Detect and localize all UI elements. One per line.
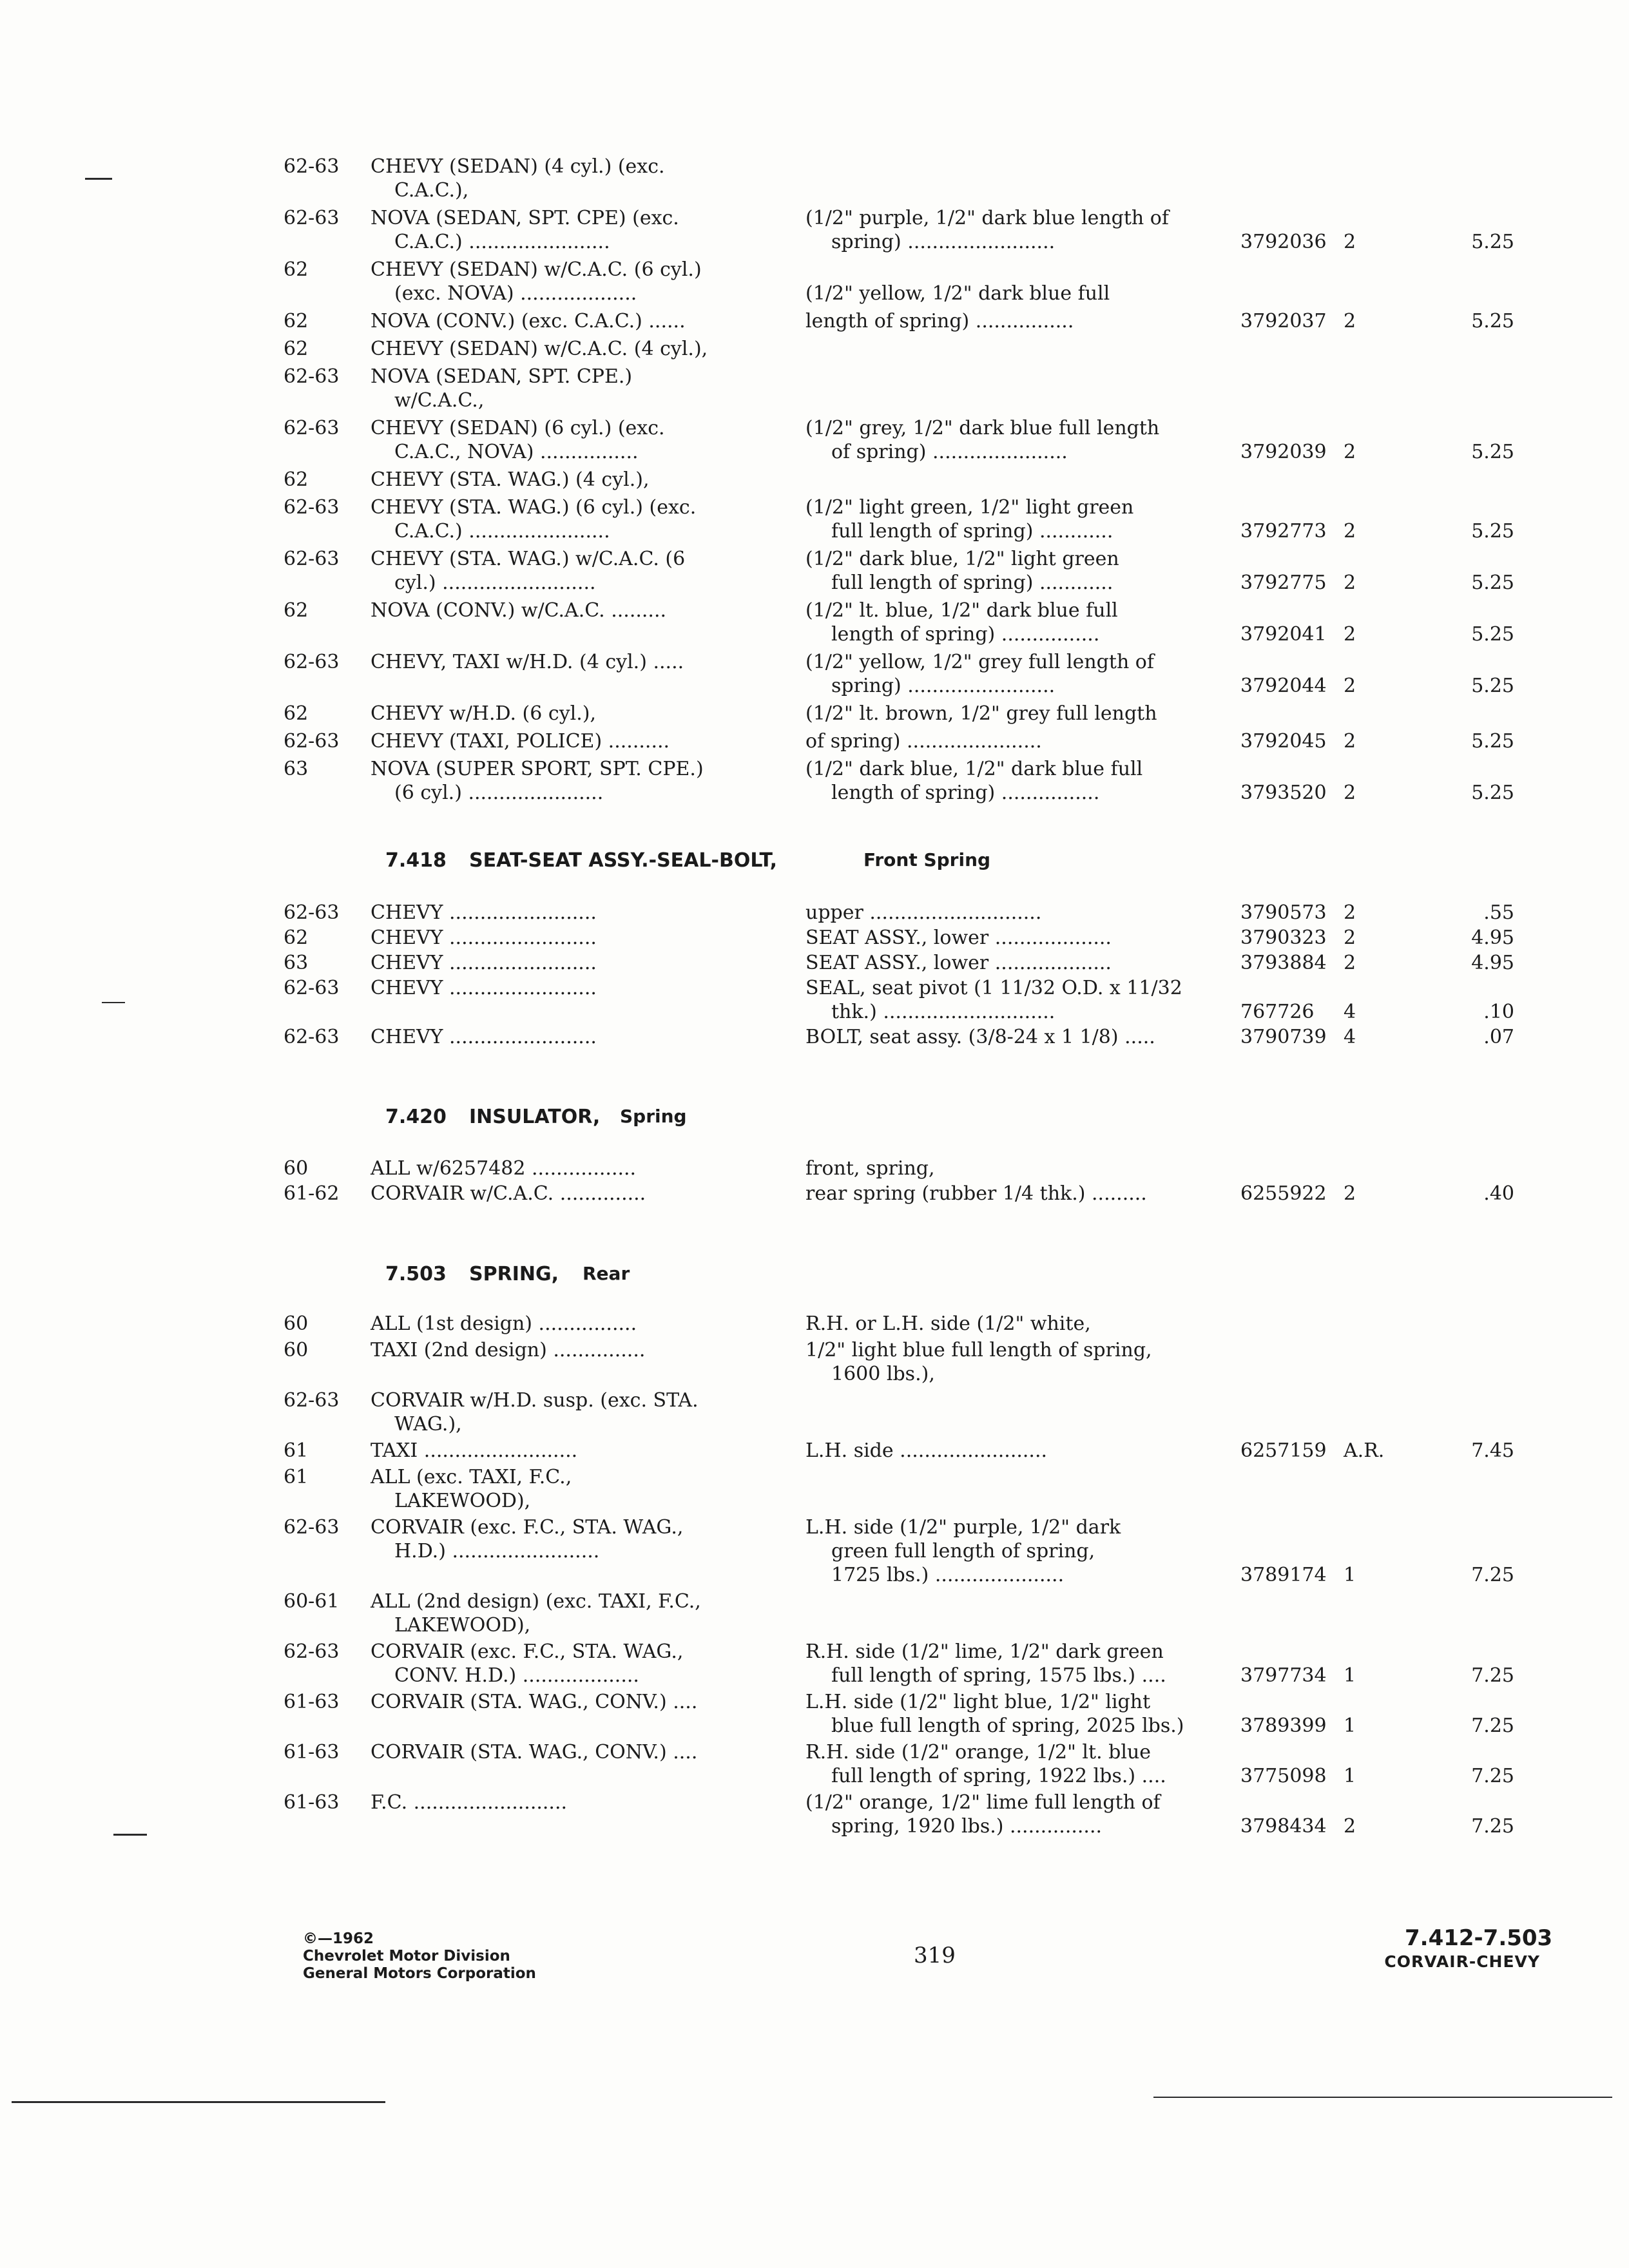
model-text: CHEVY ........................ xyxy=(371,927,597,949)
copyright: ©—1962 xyxy=(303,1930,374,1947)
description-text: spring) ........................ xyxy=(831,675,1055,697)
description-text: (1/2" orange, 1/2" lime full length of xyxy=(805,1791,1161,1814)
description-text: (1/2" lt. blue, 1/2" dark blue full xyxy=(805,599,1118,622)
model-text: LAKEWOOD), xyxy=(394,1614,531,1637)
price: .40 xyxy=(1483,1182,1514,1205)
description-text: L.H. side (1/2" purple, 1/2" dark xyxy=(805,1516,1121,1539)
price: 5.25 xyxy=(1471,730,1514,753)
year-range: 62-63 xyxy=(284,548,340,570)
description-text: (1/2" dark blue, 1/2" light green xyxy=(805,548,1119,570)
model-text: CONV. H.D.) ................... xyxy=(394,1664,639,1687)
price: 7.25 xyxy=(1471,1765,1514,1787)
description-text: full length of spring) ............ xyxy=(831,572,1113,594)
model-text: CHEVY (SEDAN) w/C.A.C. (6 cyl.) xyxy=(371,258,702,281)
page-number: 319 xyxy=(914,1943,956,1968)
description-text: L.H. side (1/2" light blue, 1/2" light xyxy=(805,1691,1151,1713)
year-range: 61 xyxy=(284,1466,309,1488)
section-title: INSULATOR, xyxy=(469,1106,601,1128)
price: 7.25 xyxy=(1471,1815,1514,1838)
section-subtitle: Front Spring xyxy=(863,849,991,870)
price: 7.45 xyxy=(1471,1439,1514,1462)
description-text: (1/2" light green, 1/2" light green xyxy=(805,496,1134,519)
model-text: (exc. NOVA) ................... xyxy=(394,282,637,305)
part-number: 3792036 xyxy=(1240,231,1327,253)
bottom-rule-left xyxy=(12,2101,385,2103)
year-range: 62-63 xyxy=(284,901,340,924)
description-text: (1/2" dark blue, 1/2" dark blue full xyxy=(805,758,1143,780)
model-text: C.A.C., NOVA) ................ xyxy=(394,441,639,463)
quantity: 2 xyxy=(1344,782,1356,804)
model-text: TAXI ......................... xyxy=(371,1439,578,1462)
corporation-name: General Motors Corporation xyxy=(303,1965,536,1982)
part-number: 3793520 xyxy=(1240,782,1327,804)
year-range: 62-63 xyxy=(284,651,340,673)
year-range: 62 xyxy=(284,599,309,622)
section-subtitle: Rear xyxy=(583,1263,630,1284)
year-range: 62 xyxy=(284,258,309,281)
part-number: 3792037 xyxy=(1240,310,1327,332)
quantity: 2 xyxy=(1344,520,1356,543)
description-text: 1600 lbs.), xyxy=(831,1363,935,1385)
part-number: 3798434 xyxy=(1240,1815,1327,1838)
model-text: w/C.A.C., xyxy=(394,389,485,412)
description-text: (1/2" purple, 1/2" dark blue length of xyxy=(805,207,1169,229)
description-text: 1725 lbs.) ..................... xyxy=(831,1564,1065,1586)
model-text: NOVA (SEDAN, SPT. CPE) (exc. xyxy=(371,207,679,229)
model-text: LAKEWOOD), xyxy=(394,1490,531,1512)
part-number: 6257159 xyxy=(1240,1439,1327,1462)
part-number: 3792039 xyxy=(1240,441,1327,463)
model-text: CORVAIR (exc. F.C., STA. WAG., xyxy=(371,1640,684,1663)
quantity: 2 xyxy=(1344,675,1356,697)
model-text: ALL (1st design) ................ xyxy=(371,1312,637,1335)
year-range: 62-63 xyxy=(284,730,340,753)
description-text: front, spring, xyxy=(805,1157,935,1180)
description-text: length of spring) ................ xyxy=(831,623,1100,646)
part-number: 3797734 xyxy=(1240,1664,1327,1687)
year-range: 62-63 xyxy=(284,365,340,388)
year-range: 62 xyxy=(284,338,309,360)
model-text: CHEVY (STA. WAG.) (6 cyl.) (exc. xyxy=(371,496,697,519)
price: 4.95 xyxy=(1471,952,1514,974)
model-text: WAG.), xyxy=(394,1413,462,1436)
quantity: 2 xyxy=(1344,952,1356,974)
model-text: (6 cyl.) ...................... xyxy=(394,782,604,804)
model-text: C.A.C.) ....................... xyxy=(394,231,610,253)
year-range: 61 xyxy=(284,1439,309,1462)
price: .07 xyxy=(1483,1026,1514,1048)
quantity: 2 xyxy=(1344,901,1356,924)
price: 7.25 xyxy=(1471,1664,1514,1687)
part-number: 3789174 xyxy=(1240,1564,1327,1586)
description-text: (1/2" yellow, 1/2" dark blue full xyxy=(805,282,1110,305)
description-text: spring, 1920 lbs.) ............... xyxy=(831,1815,1103,1838)
part-number: 3775098 xyxy=(1240,1765,1327,1787)
year-range: 62-63 xyxy=(284,207,340,229)
price: 5.25 xyxy=(1471,572,1514,594)
quantity: 4 xyxy=(1344,1001,1356,1023)
year-range: 62-63 xyxy=(284,1389,340,1412)
model-text: CHEVY (TAXI, POLICE) .......... xyxy=(371,730,670,753)
description-text: thk.) ............................ xyxy=(831,1001,1055,1023)
quantity: 1 xyxy=(1344,1664,1356,1687)
section-code: 7.503 xyxy=(385,1263,447,1285)
part-number: 3789399 xyxy=(1240,1715,1327,1737)
year-range: 60-61 xyxy=(284,1590,340,1613)
part-number: 767726 xyxy=(1240,1001,1315,1023)
price: 5.25 xyxy=(1471,231,1514,253)
year-range: 62 xyxy=(284,927,309,949)
year-range: 62 xyxy=(284,310,309,332)
quantity: 2 xyxy=(1344,572,1356,594)
year-range: 62-63 xyxy=(284,417,340,439)
description-text: full length of spring, 1575 lbs.) .... xyxy=(831,1664,1166,1687)
model-text: ALL (exc. TAXI, F.C., xyxy=(371,1466,572,1488)
quantity: 2 xyxy=(1344,730,1356,753)
price: .10 xyxy=(1483,1001,1514,1023)
model-text: TAXI (2nd design) ............... xyxy=(371,1339,646,1361)
description-text: spring) ........................ xyxy=(831,231,1055,253)
description-text: full length of spring, 1922 lbs.) .... xyxy=(831,1765,1166,1787)
model-text: NOVA (CONV.) w/C.A.C. ......... xyxy=(371,599,667,622)
margin-mark xyxy=(113,1834,147,1836)
description-text: (1/2" yellow, 1/2" grey full length of xyxy=(805,651,1154,673)
model-text: C.A.C.), xyxy=(394,179,469,202)
model-text: CHEVY (STA. WAG.) w/C.A.C. (6 xyxy=(371,548,686,570)
year-range: 62 xyxy=(284,468,309,491)
description-text: blue full length of spring, 2025 lbs.) xyxy=(831,1715,1184,1737)
model-text: CHEVY (SEDAN) (4 cyl.) (exc. xyxy=(371,155,665,178)
description-text: of spring) ...................... xyxy=(831,441,1068,463)
description-text: full length of spring) ............ xyxy=(831,520,1113,543)
model-text: CHEVY ........................ xyxy=(371,901,597,924)
quantity: 2 xyxy=(1344,927,1356,949)
quantity: 2 xyxy=(1344,1815,1356,1838)
quantity: A.R. xyxy=(1344,1439,1385,1462)
part-number: 3792773 xyxy=(1240,520,1327,543)
section-title: SEAT-SEAT ASSY.-SEAL-BOLT, xyxy=(469,849,778,872)
price: 5.25 xyxy=(1471,675,1514,697)
model-text: cyl.) ......................... xyxy=(394,572,596,594)
price: 7.25 xyxy=(1471,1564,1514,1586)
description-text: rear spring (rubber 1/4 thk.) ......... xyxy=(805,1182,1147,1205)
section-category: CORVAIR-CHEVY xyxy=(1384,1952,1540,1971)
model-text: CHEVY (STA. WAG.) (4 cyl.), xyxy=(371,468,650,491)
margin-mark xyxy=(102,1002,125,1003)
year-range: 61-62 xyxy=(284,1182,340,1205)
description-text: R.H. side (1/2" orange, 1/2" lt. blue xyxy=(805,1741,1152,1763)
company-name: Chevrolet Motor Division xyxy=(303,1948,510,1965)
description-text: length of spring) ................ xyxy=(831,782,1100,804)
description-text: SEAL, seat pivot (1 11/32 O.D. x 11/32 xyxy=(805,977,1182,999)
part-number: 3790323 xyxy=(1240,927,1327,949)
year-range: 61-63 xyxy=(284,1791,340,1814)
model-text: ALL w/6257482 ................. xyxy=(371,1157,637,1180)
price: 5.25 xyxy=(1471,623,1514,646)
description-text: length of spring) ................ xyxy=(805,310,1074,332)
section-code: 7.420 xyxy=(385,1106,447,1128)
quantity: 2 xyxy=(1344,310,1356,332)
year-range: 61-63 xyxy=(284,1741,340,1763)
model-text: F.C. ......................... xyxy=(371,1791,568,1814)
description-text: R.H. or L.H. side (1/2" white, xyxy=(805,1312,1091,1335)
description-text: BOLT, seat assy. (3/8-24 x 1 1/8) ..... xyxy=(805,1026,1155,1048)
part-number: 3792041 xyxy=(1240,623,1327,646)
price: 7.25 xyxy=(1471,1715,1514,1737)
part-number: 3792044 xyxy=(1240,675,1327,697)
model-text: NOVA (SEDAN, SPT. CPE.) xyxy=(371,365,633,388)
quantity: 2 xyxy=(1344,231,1356,253)
year-range: 61-63 xyxy=(284,1691,340,1713)
part-number: 6255922 xyxy=(1240,1182,1327,1205)
year-range: 62-63 xyxy=(284,977,340,999)
model-text: CORVAIR (STA. WAG., CONV.) .... xyxy=(371,1691,698,1713)
year-range: 62-63 xyxy=(284,1516,340,1539)
description-text: upper ............................ xyxy=(805,901,1042,924)
price: 5.25 xyxy=(1471,520,1514,543)
price: 5.25 xyxy=(1471,782,1514,804)
price: 4.95 xyxy=(1471,927,1514,949)
model-text: CHEVY, TAXI w/H.D. (4 cyl.) ..... xyxy=(371,651,684,673)
model-text: NOVA (CONV.) (exc. C.A.C.) ...... xyxy=(371,310,686,332)
model-text: CHEVY ........................ xyxy=(371,977,597,999)
model-text: NOVA (SUPER SPORT, SPT. CPE.) xyxy=(371,758,704,780)
quantity: 2 xyxy=(1344,1182,1356,1205)
year-range: 63 xyxy=(284,758,309,780)
model-text: CORVAIR w/C.A.C. .............. xyxy=(371,1182,646,1205)
year-range: 60 xyxy=(284,1339,309,1361)
description-text: green full length of spring, xyxy=(831,1540,1095,1562)
model-text: H.D.) ........................ xyxy=(394,1540,600,1562)
part-number: 3793884 xyxy=(1240,952,1327,974)
section-subtitle: Spring xyxy=(620,1106,687,1127)
quantity: 1 xyxy=(1344,1765,1356,1787)
bottom-rule-right xyxy=(1153,2097,1612,2098)
part-number: 3792775 xyxy=(1240,572,1327,594)
quantity: 4 xyxy=(1344,1026,1356,1048)
description-text: L.H. side ........................ xyxy=(805,1439,1048,1462)
quantity: 1 xyxy=(1344,1715,1356,1737)
part-number: 3790739 xyxy=(1240,1026,1327,1048)
model-text: CHEVY ........................ xyxy=(371,1026,597,1048)
section-title: SPRING, xyxy=(469,1263,559,1285)
model-text: CHEVY (SEDAN) w/C.A.C. (4 cyl.), xyxy=(371,338,708,360)
year-range: 62 xyxy=(284,702,309,725)
year-range: 62-63 xyxy=(284,155,340,178)
model-text: ALL (2nd design) (exc. TAXI, F.C., xyxy=(371,1590,701,1613)
part-number: 3792045 xyxy=(1240,730,1327,753)
year-range: 60 xyxy=(284,1312,309,1335)
model-text: CHEVY w/H.D. (6 cyl.), xyxy=(371,702,597,725)
model-text: CORVAIR (STA. WAG., CONV.) .... xyxy=(371,1741,698,1763)
price: .55 xyxy=(1483,901,1514,924)
model-text: C.A.C.) ....................... xyxy=(394,520,610,543)
part-number: 3790573 xyxy=(1240,901,1327,924)
description-text: of spring) ...................... xyxy=(805,730,1042,753)
year-range: 62-63 xyxy=(284,496,340,519)
model-text: CORVAIR w/H.D. susp. (exc. STA. xyxy=(371,1389,699,1412)
model-text: CORVAIR (exc. F.C., STA. WAG., xyxy=(371,1516,684,1539)
quantity: 2 xyxy=(1344,441,1356,463)
price: 5.25 xyxy=(1471,441,1514,463)
year-range: 63 xyxy=(284,952,309,974)
model-text: CHEVY (SEDAN) (6 cyl.) (exc. xyxy=(371,417,665,439)
price: 5.25 xyxy=(1471,310,1514,332)
description-text: (1/2" grey, 1/2" dark blue full length xyxy=(805,417,1160,439)
year-range: 62-63 xyxy=(284,1640,340,1663)
quantity: 2 xyxy=(1344,623,1356,646)
quantity: 1 xyxy=(1344,1564,1356,1586)
year-range: 60 xyxy=(284,1157,309,1180)
description-text: SEAT ASSY., lower ................... xyxy=(805,952,1112,974)
description-text: (1/2" lt. brown, 1/2" grey full length xyxy=(805,702,1157,725)
margin-mark xyxy=(85,178,112,180)
year-range: 62-63 xyxy=(284,1026,340,1048)
description-text: R.H. side (1/2" lime, 1/2" dark green xyxy=(805,1640,1164,1663)
description-text: 1/2" light blue full length of spring, xyxy=(805,1339,1152,1361)
section-code: 7.418 xyxy=(385,849,447,872)
model-text: CHEVY ........................ xyxy=(371,952,597,974)
description-text: SEAT ASSY., lower ................... xyxy=(805,927,1112,949)
section-range: 7.412-7.503 xyxy=(1405,1925,1553,1951)
